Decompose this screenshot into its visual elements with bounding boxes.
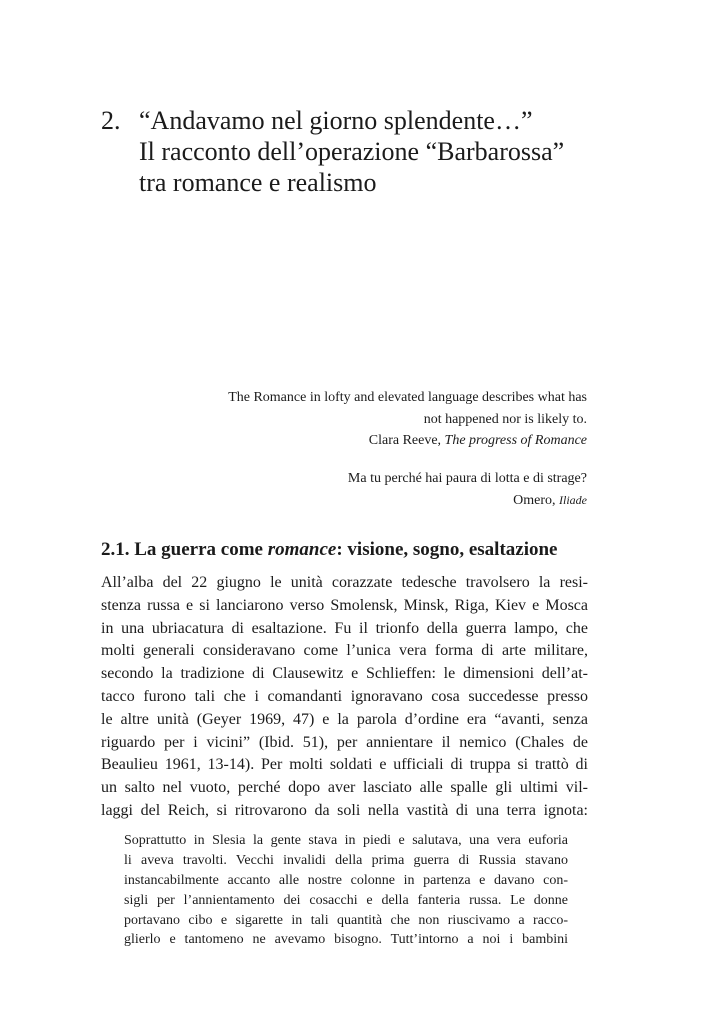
quote-line: sigli per l’annientamento dei cosacchi e della fanteria russa. Le donne [124,892,568,908]
chapter-number: 2. [101,106,121,135]
section-title-after: : visione, sogno, esaltazione [336,539,558,560]
chapter-title-line: Il racconto dell’operazione “Barbarossa” [139,137,565,166]
epigraph-author: Clara Reeve, [368,433,442,448]
section-heading [101,537,557,563]
body-paragraph [101,572,588,823]
epigraph-line: The Romance in lofty and elevated language describes what has [228,390,587,405]
body-line: un salto nel vuoto, perché dopo aver lasciato alle spalle gli ultimi vil- [101,779,588,797]
body-line: molti generali consideravano come l’unica vera forma di arte militare, [101,642,588,660]
epigraph-work: Iliade [559,492,587,507]
body-line: secondo la tradizione di Clausewitz e Schlieffen: le dimensioni dell’at- [101,665,588,683]
body-line: le altre unità (Geyer 1969, 47) e la parola d’ordine era “avanti, senza [101,710,588,728]
body-line: Beaulieu 1961, 13-14). Per molti soldati e ufficiali di truppa si trattò di [101,756,588,774]
quote-line: glierlo e tantomeno ne avevamo bisogno. Tutt’intorno a noi i bambini [124,932,568,948]
chapter-title-lines [139,105,564,198]
body-line: tacco furono tali che i comandanti ignoravano cosa succedesse presso [101,687,588,705]
body-line: in una ubriacatura di esaltazione. Fu il trionfo della guerra lampo, che [101,619,588,637]
quote-line: instancabilmente accanto alle nostre colonne in partenza e davano con- [124,872,568,888]
body-line: riguardo per i vicini” (Ibid. 51), per annientare il nemico (Chales de [101,733,588,751]
epigraph-attribution [107,430,587,452]
body-line: All’alba del 22 giugno le unità corazzate tedesche travolsero la resi- [101,574,588,591]
epigraph-line: not happened nor is likely to. [423,411,587,427]
epigraph-omero [107,468,587,511]
epigraph-author: Omero, [513,492,556,508]
body-line: laggi del Reich, si ritrovarono da soli nella vastità di una terra ignota: [101,801,588,819]
section-number: 2.1. [101,539,130,560]
section-title-before: La guerra come [134,539,263,560]
body-line: stenza russa e si lanciarono verso Smolensk, Minsk, Riga, Kiev e Mosca [101,596,588,614]
chapter-title-line: “Andavamo nel giorno splendente…” [139,106,533,135]
epigraph-work: The progress of Romance [444,433,587,448]
quote-line: li aveva travolti. Vecchi invalidi della prima guerra di Russia stavano [124,852,568,868]
quote-line: portavano cibo e sigarette in tali quantità che non riuscivamo a racco- [124,912,568,928]
epigraph-line: Ma tu perché hai paura di lotta e di strage? [347,471,587,486]
epigraph-reeve [107,387,587,452]
quote-line: Soprattutto in Slesia la gente stava in piedi e salutava, una vera euforia [124,833,568,848]
chapter-title [101,105,621,198]
block-quote [124,831,568,950]
section-title-emphasis: romance [267,539,337,560]
chapter-title-line: tra romance e realismo [139,168,377,197]
epigraph-attribution [107,490,587,512]
